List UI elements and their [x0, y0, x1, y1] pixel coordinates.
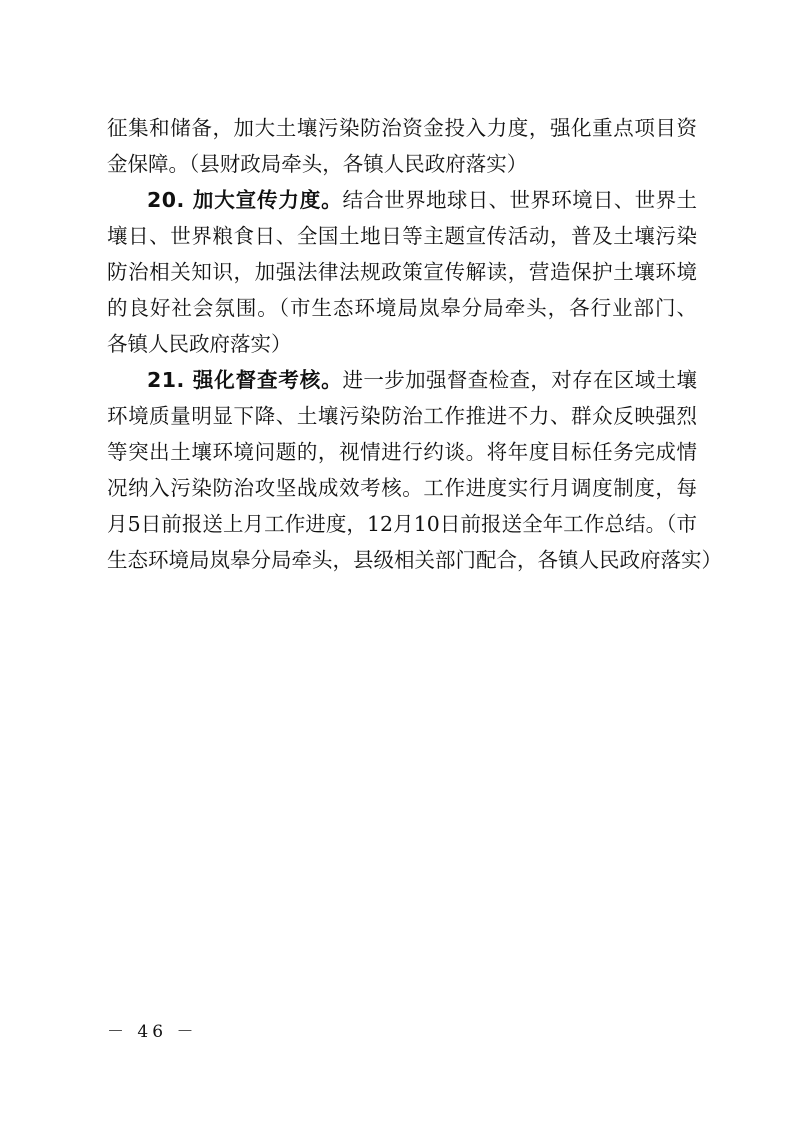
page-number: － 46 － — [107, 1022, 198, 1042]
para21-heading: 21. 强化督查考核。 — [147, 368, 343, 392]
para21-first-line-text: 进一步加强督查检查，对存在区域土壤 — [342, 368, 697, 392]
para21-line-1 — [147, 362, 697, 398]
para21-line-6: 生态环境局岚皋分局牵头，县级相关部门配合，各镇人民政府落实） — [107, 548, 722, 572]
para19-line-2: 金保障。（县财政局牵头，各镇人民政府落实） — [107, 152, 528, 176]
para21-line-5: 月5日前报送上月工作进度，12月10日前报送全年工作总结。（市 — [107, 512, 697, 536]
para20-first-line-text: 结合世界地球日、世界环境日、世界土 — [342, 188, 697, 212]
para20-heading: 20. 加大宣传力度。 — [147, 188, 343, 212]
para21-line-3: 等突出土壤环境问题的，视情进行约谈。将年度目标任务完成情 — [107, 440, 697, 464]
para20-line-1 — [147, 182, 697, 218]
para20-line-2: 壤日、世界粮食日、全国土地日等主题宣传活动，普及土壤污染 — [107, 224, 697, 248]
para20-line-4: 的良好社会氛围。（市生态环境局岚皋分局牵头，各行业部门、 — [107, 296, 697, 320]
para21-line-4: 况纳入污染防治攻坚战成效考核。工作进度实行月调度制度，每 — [107, 476, 697, 500]
para21-line-2: 环境质量明显下降、土壤污染防治工作推进不力、群众反映强烈 — [107, 404, 697, 428]
para19-line-1: 征集和储备，加大土壤污染防治资金投入力度，强化重点项目资 — [107, 116, 697, 140]
para20-line-5: 各镇人民政府落实） — [107, 332, 292, 356]
para20-line-3: 防治相关知识，加强法律法规政策宣传解读，营造保护土壤环境 — [107, 260, 697, 284]
